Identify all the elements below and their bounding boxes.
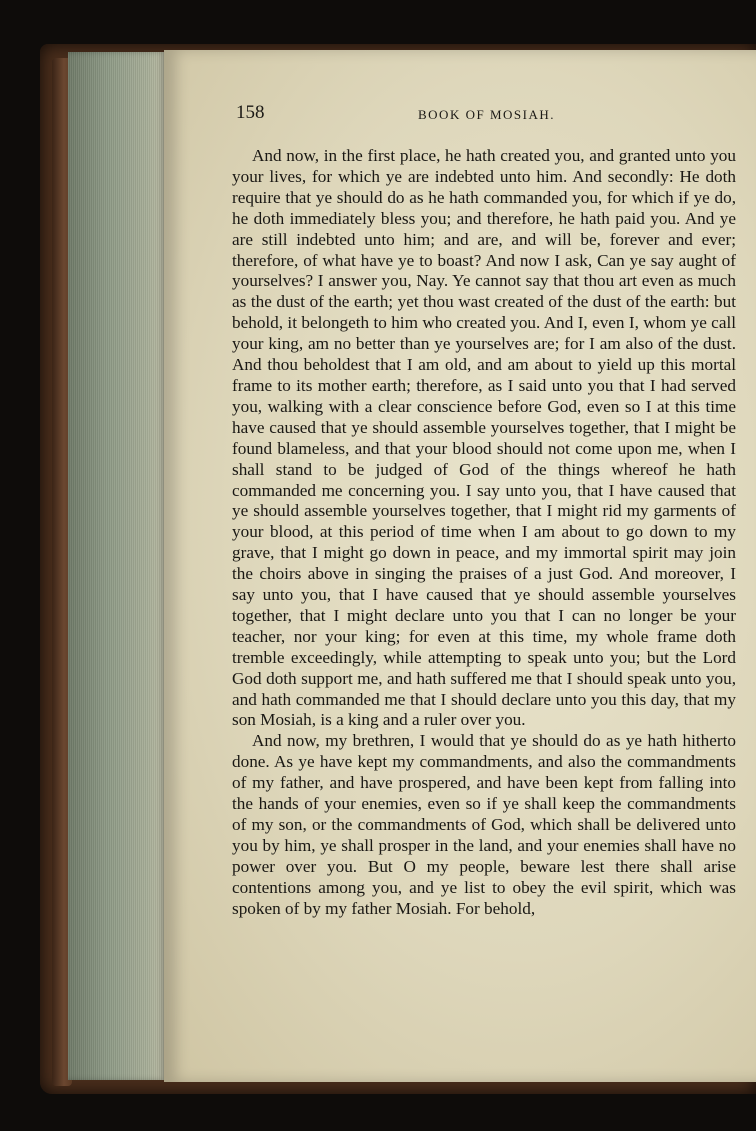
page-number: 158 (236, 102, 265, 123)
body-text (232, 146, 736, 920)
book-page (164, 50, 756, 1082)
paragraph: And now, in the first place, he hath created you, and granted unto you your lives, for which ye are indebted unto him. And secondly: He doth require that ye should do as he hath commanded you, for which if ye do, he doth immediately bless you; and therefore, he hath paid you. And ye are still indebted unto him; and are, and will be, forever and ever; therefore, of what have ye to boast? And now I ask, Can ye say aught of yourselves? I answer you, Nay. Ye cannot say that thou art even as much as the dust of the earth; yet thou wast created of the dust of the earth: but behold, it belongeth to him who created you. And I, even I, whom ye call your king, am no better than ye yourselves are; for I am also of the dust. And thou beholdest that I am old, and am about to yield up this mortal frame to its mother earth; therefore, as I said unto you that I had served you, walking with a clear conscience before God, even so I at this time have caused that ye should assemble yourselves together, that I might be found blameless, and that your blood should not come upon me, when I shall stand to be judged of God of the things whereof he hath commanded me concerning you. I say unto you, that I have caused that ye should assemble yourselves together, that I might rid my garments of your blood, at this period of time when I am about to go down to my grave, that I might go down in peace, and my immortal spirit may join the choirs above in singing the praises of a just God. And moreover, I say unto you, that I have caused that ye should assemble yourselves together, that I might declare unto you that I can no longer be your teacher, nor your king; for even at this time, my whole frame doth tremble exceedingly, while attempting to speak unto you; but the Lord God doth support me, and hath suffered me that I should speak unto you, and hath commanded me that I should declare unto you this day, that my son Mosiah, is a king and a ruler over you. (232, 146, 736, 730)
page-header (236, 102, 736, 126)
paragraph: And now, my brethren, I would that ye should do as ye hath hitherto done. As ye have kept my commandments, and also the commandments of my father, and have prospered, and have been kept from falling into the hands of your enemies, even so if ye shall keep the commandments of my son, or the commandments of God, which shall be delivered unto you by him, ye shall prosper in the land, and your enemies shall have no power over you. But O my people, beware lest there shall arise contentions among you, and ye list to obey the evil spirit, which was spoken of by my father Mosiah. For behold, (232, 731, 736, 918)
page-edges (68, 52, 166, 1080)
running-head: BOOK OF MOSIAH. (418, 107, 555, 122)
